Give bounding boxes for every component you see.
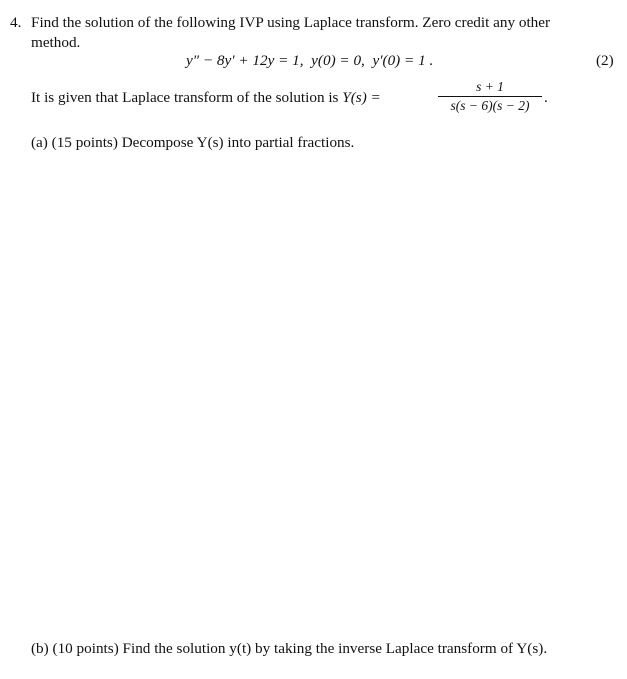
part-b	[31, 640, 547, 658]
ode-expression: y″ − 8y′ + 12y = 1,	[186, 52, 304, 69]
part-a	[31, 134, 354, 152]
part-a-text: Decompose Y(s) into partial fractions.	[121, 134, 355, 151]
initial-condition-y0: y(0) = 0,	[311, 52, 365, 69]
part-b-points: (10 points)	[52, 640, 119, 657]
part-a-points: (15 points)	[51, 134, 118, 151]
part-b-label: (b)	[31, 640, 49, 657]
fraction-bar	[438, 96, 542, 97]
given-lhs: Y(s) =	[342, 89, 381, 106]
given-prefix: It is given that Laplace transform of the solution is	[31, 89, 339, 106]
question-text-line1: Find the solution of the following IVP using Laplace transform. Zero credit any other	[31, 14, 551, 31]
fraction-numerator: s + 1	[476, 79, 504, 94]
given-suffix: .	[544, 89, 548, 106]
laplace-fraction	[438, 79, 542, 114]
part-a-label: (a)	[31, 134, 48, 151]
given-statement	[31, 89, 381, 107]
part-b-text: Find the solution y(t) by taking the inverse Laplace transform of Y(s).	[122, 640, 548, 657]
initial-condition-dy0: y′(0) = 1 .	[372, 52, 434, 69]
ivp-equation	[186, 52, 433, 70]
equation-label: (2)	[596, 52, 614, 69]
question-text-line2: method.	[31, 34, 81, 51]
question-number: 4.	[10, 14, 22, 31]
fraction-denominator: s(s − 6)(s − 2)	[450, 98, 530, 113]
